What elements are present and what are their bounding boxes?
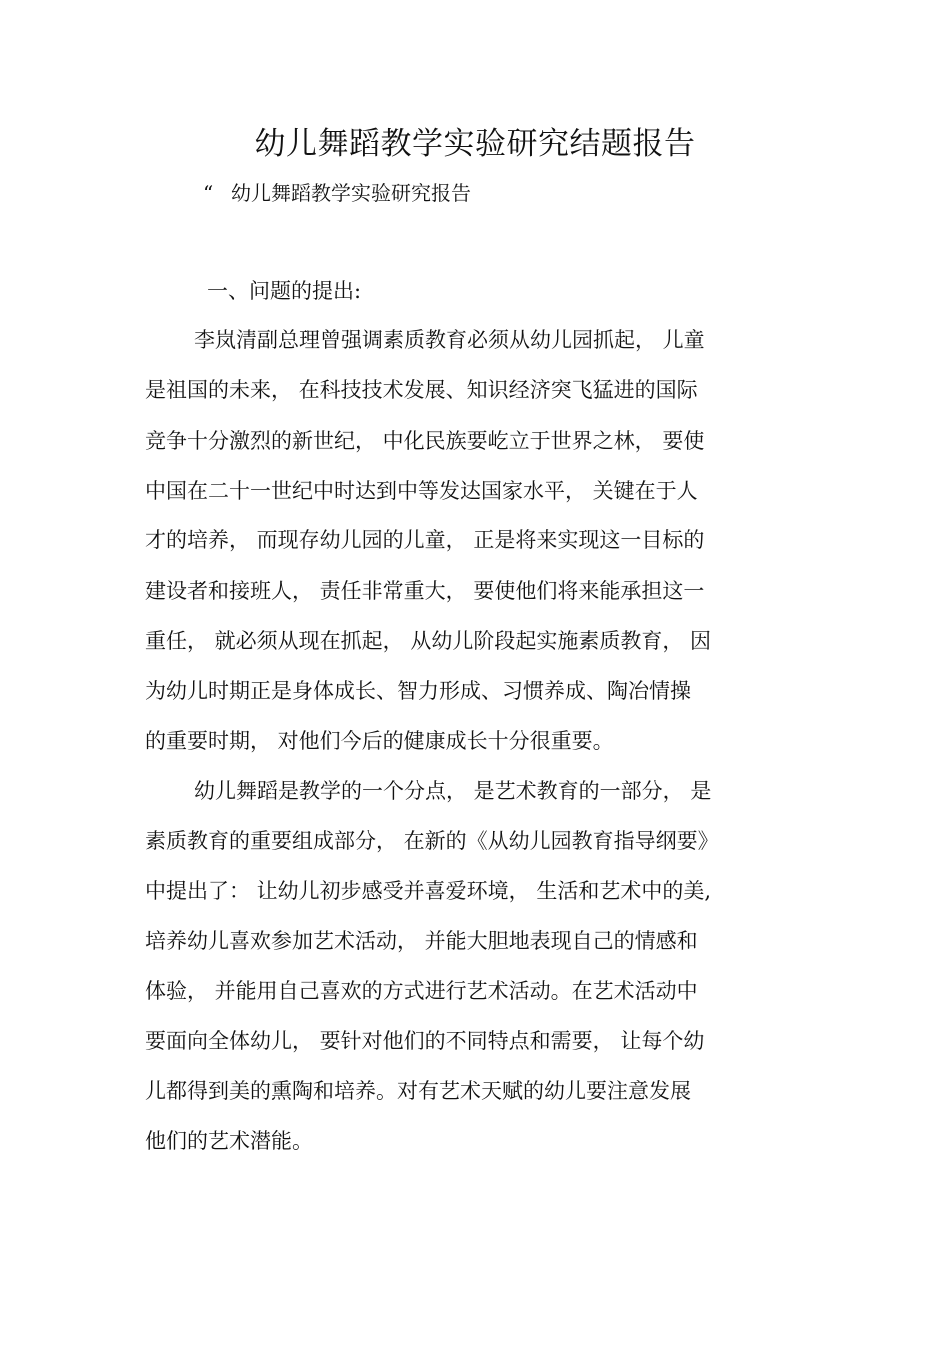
paragraph-2-line-5: 体验， 并能用自己喜欢的方式进行艺术活动。在艺术活动中 (145, 979, 698, 1003)
paragraph-1-line-1: 李岚清副总理曾强调素质教育必须从幼儿园抓起， 儿童 (194, 328, 705, 352)
paragraph-2-line-8: 他们的艺术潜能。 (145, 1129, 313, 1153)
paragraph-1-line-6: 建设者和接班人， 责任非常重大， 要使他们将来能承担这一 (145, 579, 705, 603)
paragraph-1-line-8: 为幼儿时期正是身体成长、智力形成、习惯养成、陶冶情操 (145, 679, 691, 703)
paragraph-2-line-1: 幼儿舞蹈是教学的一个分点， 是艺术教育的一部分， 是 (194, 779, 712, 803)
paragraph-2-line-3: 中提出了： 让幼儿初步感受并喜爱环境， 生活和艺术中的美, (145, 879, 712, 903)
paragraph-1-line-3: 竞争十分激烈的新世纪， 中化民族要屹立于世界之林， 要使 (145, 429, 705, 453)
paragraph-2-line-4: 培养幼儿喜欢参加艺术活动， 并能大胆地表现自己的情感和 (145, 929, 698, 953)
document-subtitle (203, 178, 471, 208)
section-heading: 一、问题的提出: (207, 279, 362, 303)
paragraph-1-line-4: 中国在二十一世纪中时达到中等发达国家水平， 关键在于人 (145, 479, 698, 503)
document-title: 幼儿舞蹈教学实验研究结题报告 (254, 126, 696, 162)
paragraph-1-line-5: 才的培养， 而现存幼儿园的儿童， 正是将来实现这一目标的 (145, 528, 705, 552)
paragraph-1-line-2: 是祖国的未来， 在科技技术发展、知识经济突飞猛进的国际 (145, 378, 698, 402)
subtitle-quote-mark: “ (203, 181, 214, 205)
paragraph-2-line-2: 素质教育的重要组成部分， 在新的《从幼儿园教育指导纲要》 (145, 829, 719, 853)
paragraph-1-line-9: 的重要时期， 对他们今后的健康成长十分很重要。 (145, 729, 614, 753)
paragraph-2-line-7: 儿都得到美的熏陶和培养。对有艺术天赋的幼儿要注意发展 (145, 1079, 691, 1103)
paragraph-2-line-6: 要面向全体幼儿， 要针对他们的不同特点和需要， 让每个幼 (145, 1029, 705, 1053)
paragraph-1-line-7: 重任， 就必须从现在抓起， 从幼儿阶段起实施素质教育， 因 (145, 629, 712, 653)
subtitle-text: 幼儿舞蹈教学实验研究报告 (231, 181, 471, 205)
